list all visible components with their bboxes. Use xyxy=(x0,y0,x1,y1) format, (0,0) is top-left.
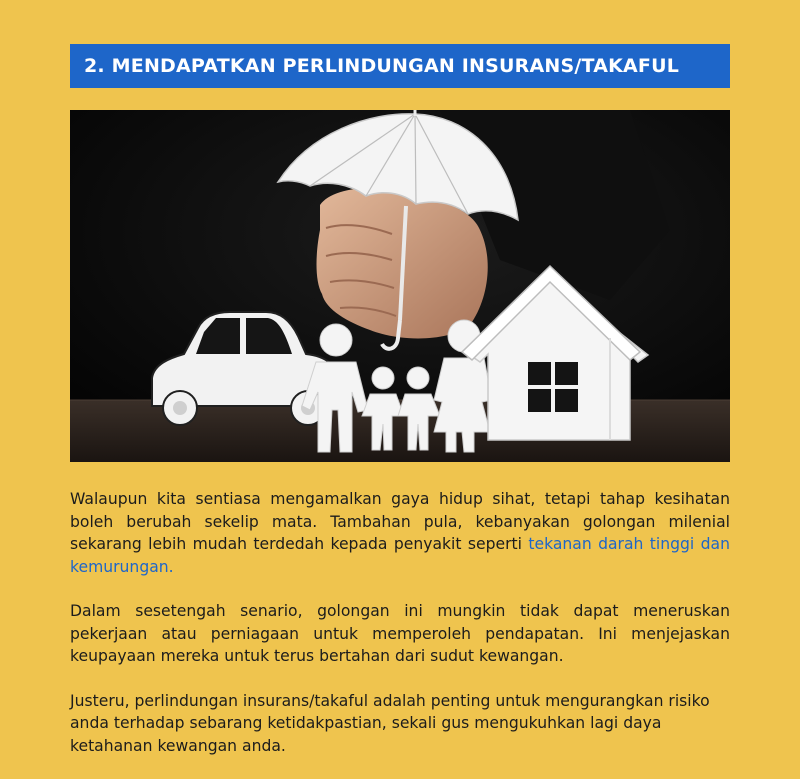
insurance-illustration xyxy=(70,110,730,462)
section-header xyxy=(70,44,730,88)
health-link[interactable]: tekanan darah tinggi dan kemurungan. xyxy=(70,535,730,576)
article-body xyxy=(70,488,730,779)
section-title: 2. MENDAPATKAN PERLINDUNGAN INSURANS/TAKAFUL xyxy=(84,55,680,77)
paragraph-1 xyxy=(70,488,730,578)
paragraph-2: Dalam sesetengah senario, golongan ini mungkin tidak dapat meneruskan pekerjaan atau perniagaan untuk memperoleh pendapatan. Ini menjejaskan keupayaan mereka untuk terus bertahan dari sudut kewangan. xyxy=(70,602,730,665)
paragraph-1-text: Walaupun kita sentiasa mengamalkan gaya hidup sihat, tetapi tahap kesihatan boleh berubah sekelip mata. Tambahan pula, kebanyakan golongan milenial sekarang lebih mudah terdedah kepada penyakit seperti xyxy=(70,490,730,553)
paragraph-3: Justeru, perlindungan insurans/takaful adalah penting untuk mengurangkan risiko anda terhadap sebarang ketidakpastian, sekali gus mengukuhkan lagi daya ketahanan kewangan anda. xyxy=(70,691,710,755)
